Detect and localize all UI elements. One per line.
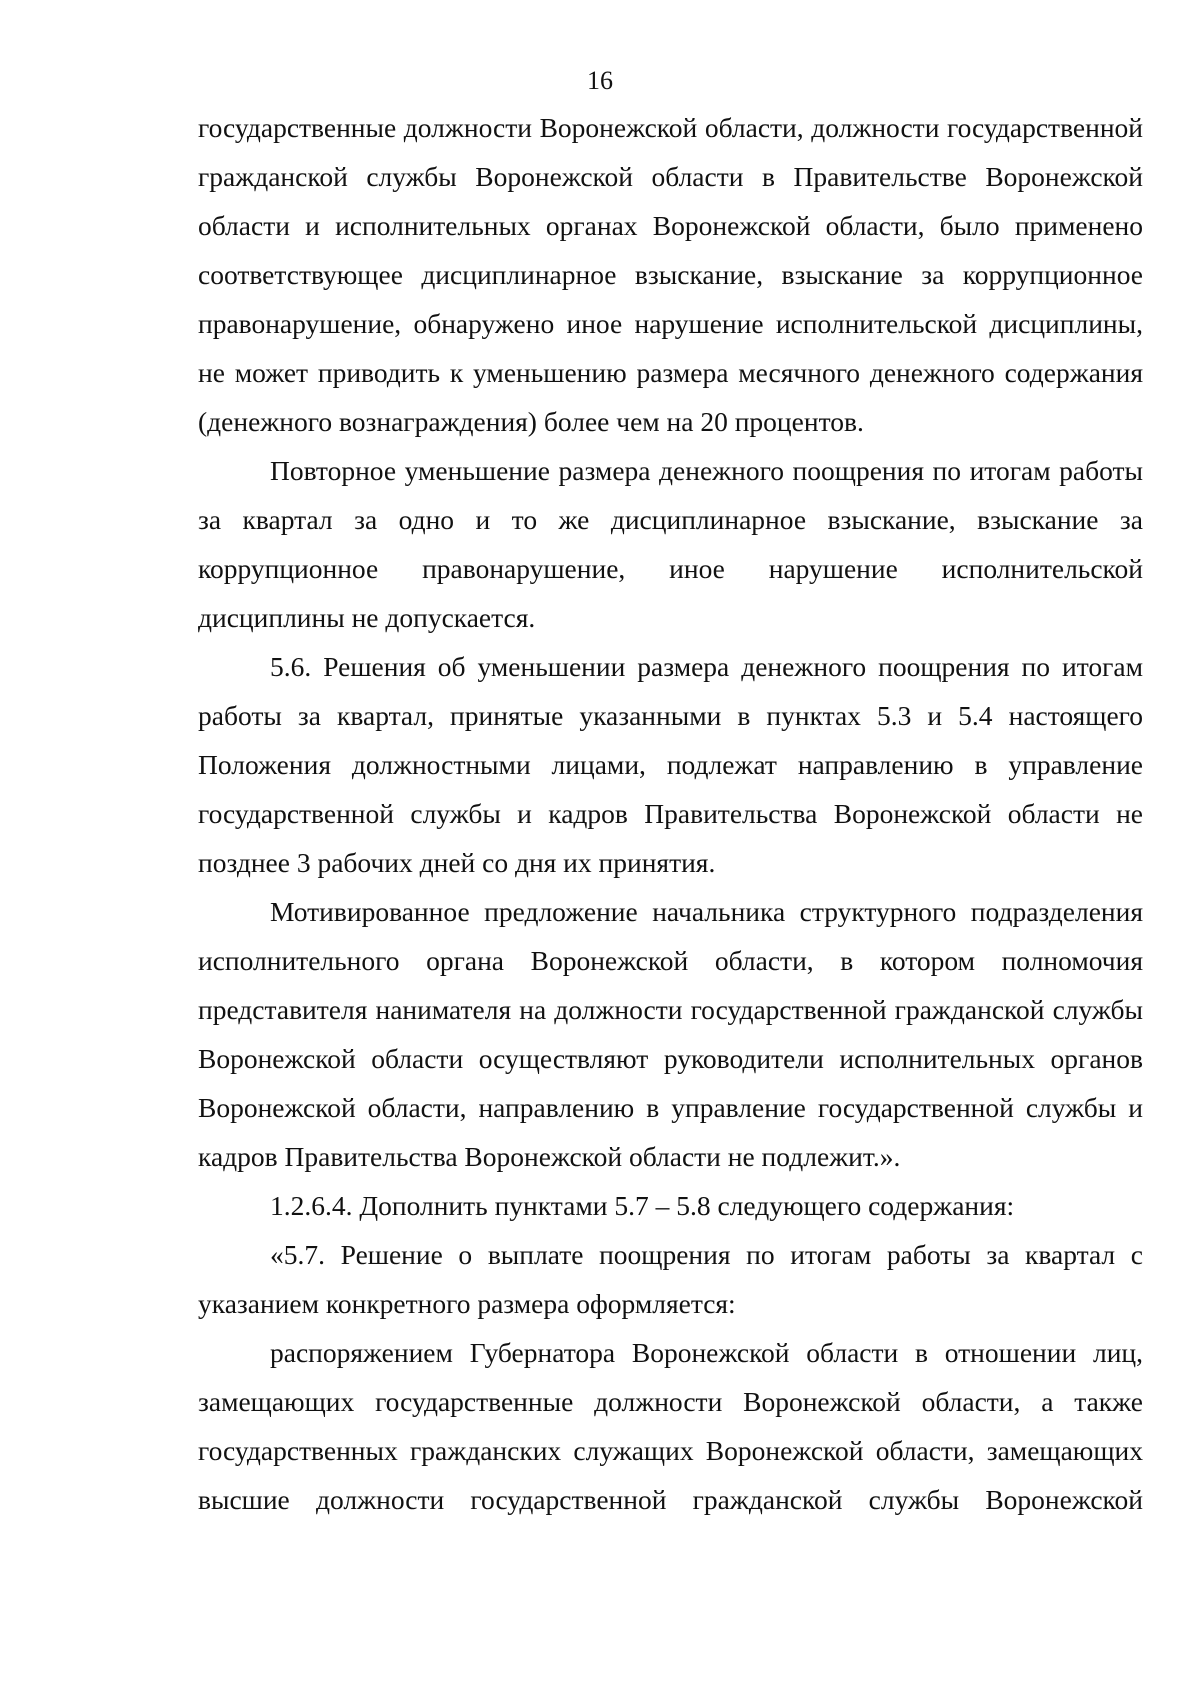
document-body <box>198 103 1143 1524</box>
paragraph-governor-order: распоряжением Губернатора Воронежской области в отношении лиц, замещающих государственные должности Воронежской области, а также государственных гражданских служащих Воронежской области, замещающих высшие должности государственной гражданской службы Воронежской <box>198 1337 1143 1515</box>
paragraph-repeat-reduction: Повторное уменьшение размера денежного поощрения по итогам работы за квартал за одно и то же дисциплинарное взыскание, взыскание за коррупционное правонарушение, иное нарушение исполнительской дисциплины не допускается. <box>198 455 1143 633</box>
paragraph-amendment-1-2-6-4: 1.2.6.4. Дополнить пунктами 5.7 – 5.8 следующего содержания: <box>270 1190 1015 1221</box>
page-number: 16 <box>587 66 613 95</box>
paragraph-continuation: государственные должности Воронежской области, должности государственной гражданской службы Воронежской области в Правительстве Воронежской области и исполнительных органах Воронежской области, было применено соответствующее дисциплинарное взыскание, взыскание за коррупционное правонарушение, обнаружено иное нарушение исполнительской дисциплины, не может приводить к уменьшению размера месячного денежного содержания (денежного вознаграждения) более чем на 20 процентов. <box>198 112 1143 437</box>
paragraph-motivated-proposal: Мотивированное предложение начальника структурного подразделения исполнительного органа Воронежской области, в котором полномочия представителя нанимателя на должности государственной гражданской службы Воронежской области осуществляют руководители исполнительных органов Воронежской области, направлению в управление государственной службы и кадров Правительства Воронежской области не подлежит.». <box>198 896 1143 1172</box>
paragraph-clause-5-6: 5.6. Решения об уменьшении размера денежного поощрения по итогам работы за квартал, принятые указанными в пунктах 5.3 и 5.4 настоящего Положения должностными лицами, подлежат направлению в управление государственной службы и кадров Правительства Воронежской области не позднее 3 рабочих дней со дня их принятия. <box>198 651 1143 878</box>
paragraph-clause-5-7: «5.7. Решение о выплате поощрения по итогам работы за квартал с указанием конкретного размера оформляется: <box>198 1239 1143 1319</box>
